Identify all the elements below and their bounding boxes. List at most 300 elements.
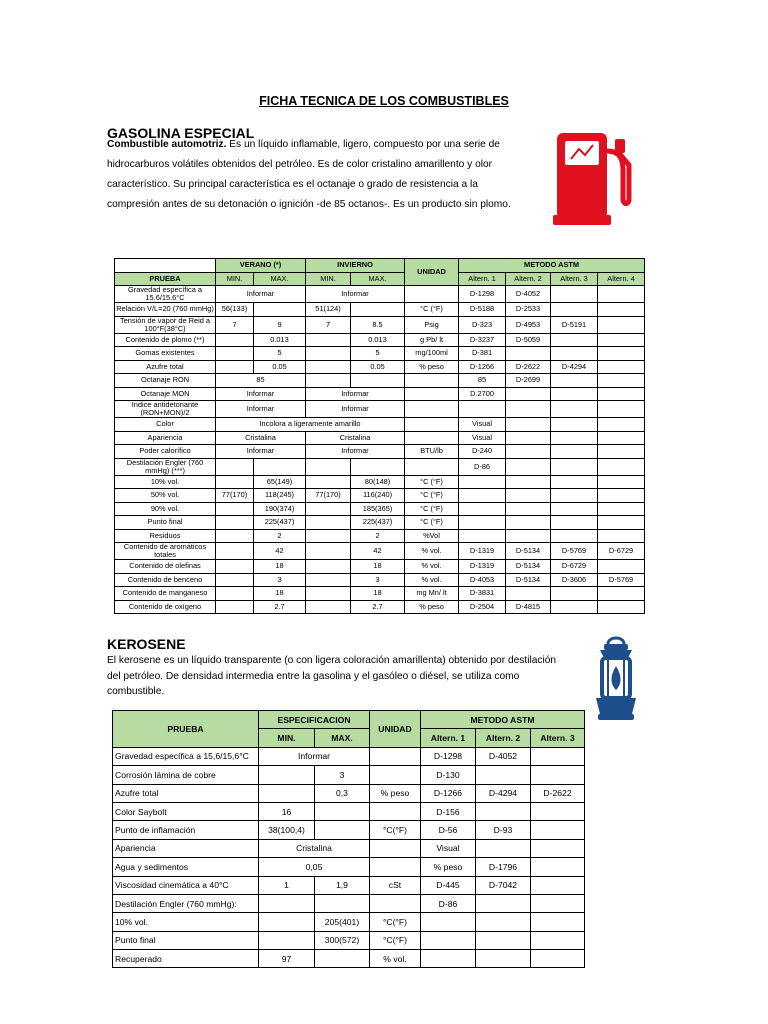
table-cell — [598, 529, 645, 543]
header-altern-1: Altern. 1 — [421, 729, 476, 747]
table-cell: 225(437) — [351, 516, 405, 530]
table-cell — [351, 458, 405, 475]
table-cell: 38(100,4) — [259, 821, 315, 839]
table-cell: 116(240) — [351, 489, 405, 503]
table-cell — [551, 516, 598, 530]
row-label: Gravedad específica a 15,6/15,6°C — [113, 747, 259, 765]
row-label: 10% vol. — [113, 913, 259, 931]
table-row — [115, 475, 645, 489]
table-cell: D-6729 — [551, 560, 598, 574]
table-cell — [216, 516, 254, 530]
table-cell — [551, 475, 598, 489]
table-cell — [531, 821, 585, 839]
table-cell: 3 — [351, 573, 405, 587]
table-cell — [306, 573, 351, 587]
table-row — [113, 766, 585, 784]
table-cell — [459, 489, 506, 503]
table-cell: D-5191 — [551, 316, 598, 333]
table-cell: 3 — [254, 573, 306, 587]
table-cell: 7 — [306, 316, 351, 333]
table-cell — [306, 516, 351, 530]
row-label: Apariencia — [113, 839, 259, 857]
table-cell — [476, 839, 531, 857]
header-altern-4: Altern. 4 — [598, 272, 645, 286]
table-cell — [306, 458, 351, 475]
table-cell: D.2700 — [459, 387, 506, 401]
table-cell: Incolora a ligeramente amarillo — [216, 418, 405, 432]
gasolina-lead: Combustible automotriz. — [107, 139, 227, 150]
table-cell — [476, 802, 531, 820]
table-cell: 1,9 — [315, 876, 370, 894]
row-label: Indice antidetonante (RON+MON)/2 — [115, 401, 216, 418]
table-cell — [598, 374, 645, 388]
table-cell: D-2699 — [506, 374, 551, 388]
table-cell — [306, 360, 351, 374]
table-cell: D-93 — [476, 821, 531, 839]
table-cell — [254, 303, 306, 317]
table-cell: Informar — [259, 747, 370, 765]
table-cell: D-1266 — [421, 784, 476, 802]
table-cell: 77(170) — [306, 489, 351, 503]
table-cell — [306, 333, 351, 347]
kerosene-line-2: combustible. — [107, 686, 165, 697]
table-cell: D-4953 — [506, 316, 551, 333]
table-cell — [459, 502, 506, 516]
table-cell: 0.013 — [351, 333, 405, 347]
table-cell: D-86 — [459, 458, 506, 475]
table-row — [113, 784, 585, 802]
table-cell: D-4294 — [476, 784, 531, 802]
table-cell: 42 — [254, 543, 306, 560]
table-cell — [506, 387, 551, 401]
table-cell — [405, 458, 459, 475]
kerosene-line-1: del petróleo. De densidad intermedia entre la gasolina y el gasóleo o diésel, se utiliza como — [107, 670, 520, 682]
table-cell: °C(°F) — [370, 913, 421, 931]
table-cell — [421, 913, 476, 931]
table-cell: D-3237 — [459, 333, 506, 347]
row-label: 90% vol. — [115, 502, 216, 516]
header-min: MIN. — [216, 272, 254, 286]
table-cell: Informar — [306, 401, 405, 418]
table-cell: 42 — [351, 543, 405, 560]
table-row — [115, 543, 645, 560]
row-label: Color Saybolt — [113, 802, 259, 820]
table-cell: % vol. — [405, 560, 459, 574]
table-cell — [506, 587, 551, 601]
table-cell — [598, 303, 645, 317]
table-cell — [506, 489, 551, 503]
table-row — [115, 333, 645, 347]
table-cell: mg Mn/ lt — [405, 587, 459, 601]
table-cell: Visual — [421, 839, 476, 857]
table-cell — [551, 489, 598, 503]
table-cell — [306, 587, 351, 601]
table-cell — [306, 600, 351, 614]
table-cell — [551, 374, 598, 388]
table-cell — [216, 600, 254, 614]
gasolina-line-0: Es un líquido inflamable, ligero, compuesto por una serie de — [226, 139, 500, 150]
table-cell — [506, 431, 551, 445]
table-cell: Informar — [216, 286, 306, 303]
table-row — [113, 802, 585, 820]
table-cell: D-5134 — [506, 543, 551, 560]
row-label: Color — [115, 418, 216, 432]
table-cell — [259, 766, 315, 784]
table-row — [115, 303, 645, 317]
table-cell: 85 — [216, 374, 306, 388]
table-cell: Cristalina — [216, 431, 306, 445]
table-cell: 51(124) — [306, 303, 351, 317]
table-row — [115, 529, 645, 543]
table-cell: D-4815 — [506, 600, 551, 614]
row-label: Gravedad específica a 15.6/15.6°C — [115, 286, 216, 303]
table-cell — [551, 387, 598, 401]
table-cell: 0.013 — [254, 333, 306, 347]
table-cell — [216, 560, 254, 574]
table-cell — [306, 475, 351, 489]
table-cell: 56(133) — [216, 303, 254, 317]
row-label: 10% vol. — [115, 475, 216, 489]
row-label: Octanaje MON — [115, 387, 216, 401]
table-cell — [551, 458, 598, 475]
table-cell — [551, 445, 598, 459]
header-metodo-astm: METODO ASTM — [459, 259, 645, 273]
table-cell — [476, 766, 531, 784]
table-cell: % peso — [405, 600, 459, 614]
table-cell — [551, 303, 598, 317]
table-cell: Informar — [306, 445, 405, 459]
row-label: Recuperado — [113, 950, 259, 968]
table-cell — [598, 316, 645, 333]
table-cell: %Vol — [405, 529, 459, 543]
table-cell: 1 — [259, 876, 315, 894]
table-cell — [306, 560, 351, 574]
row-label: Relación V/L=20 (760 mmHg) — [115, 303, 216, 317]
table-cell — [315, 894, 370, 912]
kerosene-description — [107, 653, 567, 700]
table-cell — [506, 418, 551, 432]
table-cell: 9 — [254, 316, 306, 333]
table-cell: D-7042 — [476, 876, 531, 894]
table-cell — [259, 913, 315, 931]
row-label: Punto final — [113, 931, 259, 949]
table-cell: % peso — [405, 360, 459, 374]
table-cell — [405, 374, 459, 388]
table-cell — [476, 950, 531, 968]
table-row — [115, 347, 645, 361]
table-cell — [551, 286, 598, 303]
table-cell — [598, 502, 645, 516]
table-cell — [306, 347, 351, 361]
row-label: Contenido de oxígeno — [115, 600, 216, 614]
row-label: Contenido de plomo (**) — [115, 333, 216, 347]
table-cell — [551, 600, 598, 614]
header-metodo-astm: METODO ASTM — [421, 711, 585, 729]
table-cell — [531, 894, 585, 912]
table-cell: D-5188 — [459, 303, 506, 317]
table-cell — [370, 839, 421, 857]
table-cell: 7 — [216, 316, 254, 333]
table-cell — [421, 950, 476, 968]
header-max: MAX. — [254, 272, 306, 286]
table-cell: D-130 — [421, 766, 476, 784]
table-row — [115, 374, 645, 388]
table-cell: D-1298 — [421, 747, 476, 765]
table-cell — [506, 529, 551, 543]
header-altern-2: Altern. 2 — [476, 729, 531, 747]
table-row — [113, 931, 585, 949]
row-label: Azufre total — [115, 360, 216, 374]
table-cell: 118(245) — [254, 489, 306, 503]
table-cell — [551, 347, 598, 361]
table-cell — [476, 894, 531, 912]
table-row — [115, 431, 645, 445]
table-cell — [598, 387, 645, 401]
table-cell: % peso — [370, 784, 421, 802]
row-label: Destilación Engler (760 mmHg): — [113, 894, 259, 912]
table-row — [115, 573, 645, 587]
row-label: Poder calorífico — [115, 445, 216, 459]
table-cell — [306, 529, 351, 543]
table-cell: 8.5 — [351, 316, 405, 333]
table-cell: 5 — [351, 347, 405, 361]
table-cell: Informar — [216, 401, 306, 418]
table-cell: % vol. — [370, 950, 421, 968]
table-cell: 2.7 — [351, 600, 405, 614]
table-cell: D-5769 — [598, 573, 645, 587]
table-row — [115, 502, 645, 516]
table-row — [113, 858, 585, 876]
section-heading-kerosene: KEROSENE — [107, 636, 186, 652]
table-cell — [598, 333, 645, 347]
table-row — [115, 286, 645, 303]
table-cell: D-5134 — [506, 560, 551, 574]
row-label: Corrosión lámina de cobre — [113, 766, 259, 784]
header-especificacion: ESPECIFICACION — [259, 711, 370, 729]
table-cell: D-156 — [421, 802, 476, 820]
table-cell: 0.05 — [254, 360, 306, 374]
header-unidad: UNIDAD — [370, 711, 421, 748]
table-cell: Informar — [306, 387, 405, 401]
table-cell — [506, 401, 551, 418]
table-row — [115, 360, 645, 374]
table-cell: 80(148) — [351, 475, 405, 489]
table-cell — [405, 431, 459, 445]
header-min: MIN. — [259, 729, 315, 747]
header-altern-3: Altern. 3 — [551, 272, 598, 286]
table-cell: % vol. — [405, 543, 459, 560]
table-cell: D-86 — [421, 894, 476, 912]
table-cell — [531, 950, 585, 968]
table-cell: D-4053 — [459, 573, 506, 587]
table-cell: D-240 — [459, 445, 506, 459]
table-row — [113, 950, 585, 968]
table-cell: D-3606 — [551, 573, 598, 587]
table-row — [115, 418, 645, 432]
table-row — [115, 489, 645, 503]
fuel-pump-icon — [553, 125, 635, 227]
table-cell: g Pb/ lt — [405, 333, 459, 347]
header-altern-2: Altern. 2 — [506, 272, 551, 286]
table-cell — [531, 876, 585, 894]
table-row — [113, 747, 585, 765]
table-cell: % peso — [421, 858, 476, 876]
table-cell — [598, 418, 645, 432]
table-cell — [216, 333, 254, 347]
table-cell — [216, 475, 254, 489]
table-row — [113, 876, 585, 894]
row-label: Gomas existentes — [115, 347, 216, 361]
table-cell: 2 — [254, 529, 306, 543]
table-cell: 2 — [351, 529, 405, 543]
table-cell: % vol. — [405, 573, 459, 587]
table-cell: D-2622 — [531, 784, 585, 802]
table-cell: 3 — [315, 766, 370, 784]
table-cell: 225(437) — [254, 516, 306, 530]
table-cell — [370, 858, 421, 876]
table-cell — [551, 418, 598, 432]
table-cell — [370, 747, 421, 765]
table-cell — [370, 802, 421, 820]
table-cell — [598, 587, 645, 601]
table-cell — [306, 543, 351, 560]
table-cell — [370, 894, 421, 912]
table-cell: 0.05 — [351, 360, 405, 374]
row-label: Tensión de vapor de Reid a 100°F(38°C) — [115, 316, 216, 333]
table-cell: D-5769 — [551, 543, 598, 560]
table-cell — [531, 747, 585, 765]
table-cell — [306, 374, 351, 388]
table-cell — [216, 458, 254, 475]
kerosene-lantern-icon — [592, 636, 640, 730]
table-cell — [598, 347, 645, 361]
table-cell — [598, 286, 645, 303]
table-cell — [551, 529, 598, 543]
table-row — [115, 600, 645, 614]
table-cell — [531, 913, 585, 931]
table-cell: °C (°F) — [405, 502, 459, 516]
table-cell: cSt — [370, 876, 421, 894]
table-cell — [506, 347, 551, 361]
table-cell: D-4052 — [506, 286, 551, 303]
table-cell: mg/100ml — [405, 347, 459, 361]
table-cell — [476, 913, 531, 931]
table-cell — [551, 502, 598, 516]
table-cell: 0,3 — [315, 784, 370, 802]
row-label: Destilación Engler (760 mmHg) (***) — [115, 458, 216, 475]
table-cell — [351, 374, 405, 388]
gasolina-line-2: característico. Su principal característica es el octanaje o grado de resistencia a la — [107, 179, 478, 190]
table-cell — [259, 784, 315, 802]
table-cell: 5 — [254, 347, 306, 361]
table-cell — [459, 529, 506, 543]
table-cell: D-381 — [459, 347, 506, 361]
row-label: Contenido de aromáticos totales — [115, 543, 216, 560]
table-cell: °C (°F) — [405, 516, 459, 530]
header-unidad: UNIDAD — [405, 259, 459, 286]
table-cell: Cristalina — [259, 839, 370, 857]
header-prueba: PRUEBA — [113, 711, 259, 748]
table-cell — [598, 445, 645, 459]
table-cell: D-1796 — [476, 858, 531, 876]
header-prueba: PRUEBA — [115, 272, 216, 286]
table-cell — [551, 587, 598, 601]
table-cell: D-5059 — [506, 333, 551, 347]
table-cell: D-1266 — [459, 360, 506, 374]
row-label: Azufre total — [113, 784, 259, 802]
table-cell: 97 — [259, 950, 315, 968]
table-cell — [551, 333, 598, 347]
table-cell: D-4294 — [551, 360, 598, 374]
table-cell: D-445 — [421, 876, 476, 894]
table-cell: 18 — [254, 560, 306, 574]
table-cell — [531, 839, 585, 857]
kerosene-spec-table — [112, 710, 585, 968]
row-label: 50% vol. — [115, 489, 216, 503]
header-max: MAX. — [351, 272, 405, 286]
table-cell — [551, 431, 598, 445]
row-label: Punto final — [115, 516, 216, 530]
table-cell: Informar — [216, 387, 306, 401]
table-row — [113, 913, 585, 931]
table-cell: 2.7 — [254, 600, 306, 614]
table-row — [115, 560, 645, 574]
table-cell — [598, 360, 645, 374]
table-cell — [459, 516, 506, 530]
table-cell: 0,05 — [259, 858, 370, 876]
table-cell: Psig — [405, 316, 459, 333]
table-cell — [315, 802, 370, 820]
table-cell — [598, 489, 645, 503]
table-cell — [506, 516, 551, 530]
table-cell — [351, 303, 405, 317]
row-label: Punto de inflamación — [113, 821, 259, 839]
table-cell: D-3831 — [459, 587, 506, 601]
row-label: Contenido de manganeso — [115, 587, 216, 601]
table-cell: D-4052 — [476, 747, 531, 765]
table-cell: D-2533 — [506, 303, 551, 317]
table-cell — [598, 401, 645, 418]
table-cell: °C (°F) — [405, 303, 459, 317]
table-cell: D-2622 — [506, 360, 551, 374]
table-cell: °C(°F) — [370, 821, 421, 839]
table-cell — [216, 573, 254, 587]
table-cell — [216, 587, 254, 601]
table-cell: °C(°F) — [370, 931, 421, 949]
table-cell — [370, 766, 421, 784]
table-cell — [531, 931, 585, 949]
table-cell — [216, 347, 254, 361]
table-cell — [551, 401, 598, 418]
table-cell: °C (°F) — [405, 489, 459, 503]
row-label: Agua y sedimentos — [113, 858, 259, 876]
row-label: Viscosidad cinemática a 40°C — [113, 876, 259, 894]
table-cell: 205(401) — [315, 913, 370, 931]
table-cell — [506, 502, 551, 516]
kerosene-line-0: El kerosene es un líquido transparente (o con ligera coloración amarillenta) obtenido por destilación — [107, 655, 557, 666]
table-cell — [459, 475, 506, 489]
table-cell: 65(149) — [254, 475, 306, 489]
table-cell: 300(572) — [315, 931, 370, 949]
table-row — [115, 445, 645, 459]
gasolina-description — [107, 135, 547, 215]
table-row — [113, 821, 585, 839]
table-row — [113, 894, 585, 912]
table-cell — [405, 286, 459, 303]
table-cell: BTU/lb — [405, 445, 459, 459]
gasolina-spec-table — [114, 258, 645, 614]
table-cell — [531, 858, 585, 876]
